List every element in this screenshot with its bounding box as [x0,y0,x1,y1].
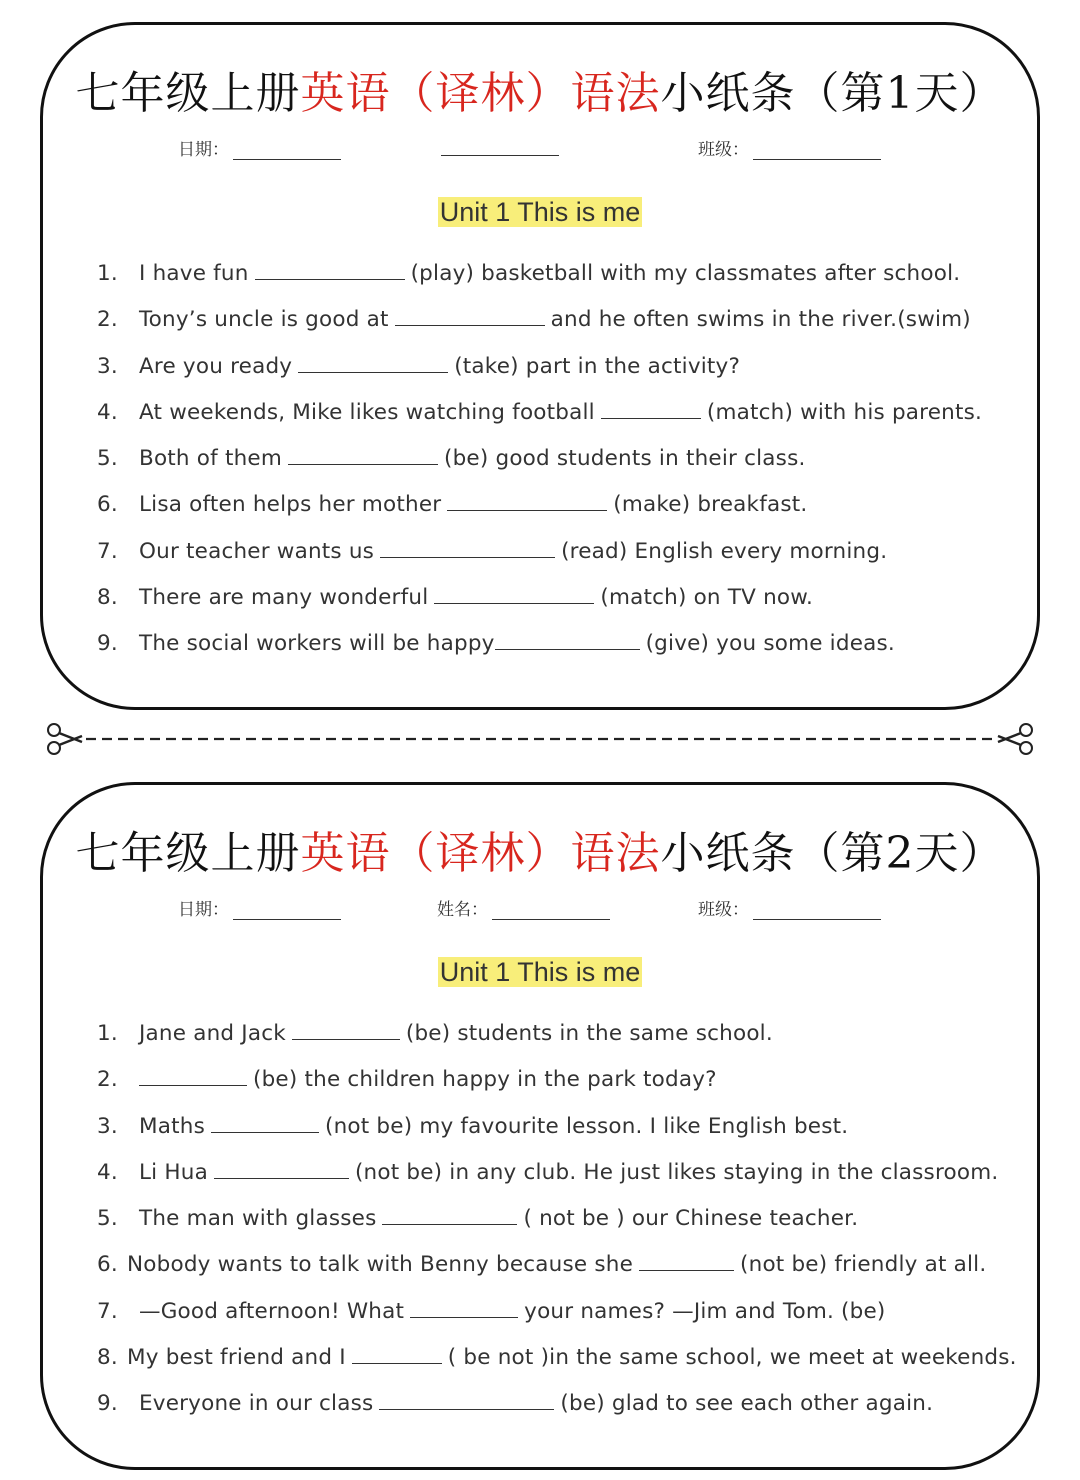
question-item [97,1059,1017,1105]
name-field[interactable] [437,135,559,156]
question-text: (be) good students in their class. [443,446,806,472]
question-text: (not be) in any club. He just likes staying in the classroom. [354,1159,999,1185]
title-prefix: 七年级上册 [75,68,301,119]
unit-heading [43,957,1037,988]
date-field[interactable] [178,135,341,160]
question-text: There are many wonderful [139,585,429,611]
answer-blank[interactable] [495,623,640,650]
question-text: At weekends, Mike likes watching football [139,399,595,425]
question-text: (match) on TV now. [600,585,814,611]
question-text: —Good afternoon! What [139,1298,405,1324]
scissors-icon [48,724,82,754]
question-number: 5. [97,446,118,472]
question-item [97,346,1017,392]
answer-blank[interactable] [639,1244,734,1271]
question-item [97,299,1017,345]
question-text: (not be) my favourite lesson. I like English best. [324,1113,849,1139]
worksheet-card-day-1 [40,22,1040,710]
name-label: 姓名： [437,900,488,920]
title-prefix: 七年级上册 [75,828,301,879]
date-line[interactable] [233,899,341,920]
unit-heading-text: Unit 1 This is me [439,957,641,987]
name-line[interactable] [492,899,610,920]
question-number: 9. [97,631,118,657]
question-text: ( be not )in the same school, we meet at weekends. [447,1345,1017,1371]
question-number: 4. [97,1159,118,1185]
question-text: Both of them [139,446,282,472]
question-number: 5. [97,1206,118,1232]
question-text: (be) students in the same school. [405,1021,773,1046]
question-text: Maths [139,1113,205,1139]
question-list [97,253,1017,670]
question-text: (give) you some ideas. [645,631,895,657]
question-text: Tony’s uncle is good at [139,307,389,333]
question-item [97,484,1017,530]
question-item [97,623,1017,669]
answer-blank[interactable] [447,484,607,511]
question-number: 8. [97,585,118,611]
answer-blank[interactable] [395,299,545,326]
date-label: 日期： [178,900,229,920]
question-number: 7. [97,538,118,564]
answer-blank[interactable] [382,1198,517,1225]
question-list [97,1013,1017,1430]
date-field[interactable] [178,895,341,920]
cut-line [40,718,1040,760]
question-text: The social workers will be happy [139,631,495,657]
answer-blank[interactable] [379,1383,554,1410]
answer-blank[interactable] [601,392,701,419]
answer-blank[interactable] [255,253,405,280]
question-text: The man with glasses [139,1206,377,1232]
scissors-icon [998,724,1032,754]
question-text: (take) part in the activity? [454,353,741,379]
question-item [97,1152,1017,1198]
info-fields [43,895,1037,925]
question-text: I have fun [139,261,249,286]
class-label: 班级： [698,900,749,920]
question-text: ( not be ) our Chinese teacher. [523,1206,859,1232]
unit-heading-text: Unit 1 This is me [439,197,641,227]
question-number: 4. [97,399,118,425]
question-number: 3. [97,1113,118,1139]
unit-heading [43,197,1037,228]
question-text: (be) glad to see each other again. [560,1391,934,1417]
question-text: (be) the children happy in the park today? [253,1067,717,1093]
question-text: Our teacher wants us [139,538,375,564]
name-line[interactable] [441,135,559,156]
question-text: My best friend and I [127,1345,346,1371]
question-text: (make) breakfast. [613,492,808,518]
question-text: (match) with his parents. [706,399,983,425]
question-item [97,1244,1017,1290]
worksheet-card-day-2 [40,782,1040,1470]
question-text: (not be) friendly at all. [740,1252,987,1278]
question-text: your names? —Jim and Tom. (be) [524,1298,886,1324]
question-item [97,1337,1017,1383]
question-text: and he often swims in the river.(swim) [550,307,971,333]
title-red: 英语（译林）语法 [300,828,661,879]
question-text: Lisa often helps her mother [139,492,442,518]
question-item [97,531,1017,577]
question-number: 3. [97,353,118,379]
class-line[interactable] [753,899,881,920]
class-line[interactable] [753,139,881,160]
title-suffix: 小纸条（第1天） [660,68,1005,119]
answer-blank[interactable] [298,346,448,373]
answer-blank[interactable] [139,1059,247,1086]
answer-blank[interactable] [211,1106,319,1133]
question-text: Li Hua [139,1159,208,1185]
answer-blank[interactable] [292,1013,400,1040]
question-text: Jane and Jack [139,1021,286,1046]
question-text: (play) basketball with my classmates after school. [410,261,961,286]
question-item [97,1291,1017,1337]
title-red: 英语（译林）语法 [300,68,661,119]
question-item [97,1198,1017,1244]
question-item [97,1013,1017,1059]
question-text: (read) English every morning. [561,538,888,564]
answer-blank[interactable] [214,1152,349,1179]
card-title [43,817,1037,881]
question-text: Are you ready [139,353,293,379]
question-item [97,253,1017,299]
question-number: 7. [97,1298,118,1324]
question-number: 6. [97,492,118,518]
question-number: 1. [97,1021,118,1046]
question-text: Everyone in our class [139,1391,374,1417]
date-line[interactable] [233,139,341,160]
question-item [97,392,1017,438]
date-label: 日期： [178,140,229,160]
card-title [43,57,1037,121]
question-text: Nobody wants to talk with Benny because she [127,1252,634,1278]
question-item [97,438,1017,484]
question-number: 8. [97,1345,118,1371]
answer-blank[interactable] [352,1337,442,1364]
question-item [97,1383,1017,1429]
class-label: 班级： [698,140,749,160]
answer-blank[interactable] [410,1291,518,1318]
question-item [97,1106,1017,1152]
question-number: 6. [97,1252,118,1278]
question-number: 2. [97,1067,118,1093]
class-field[interactable] [698,895,881,920]
answer-blank[interactable] [434,577,594,604]
answer-blank[interactable] [380,531,555,558]
question-number: 9. [97,1391,118,1417]
question-item [97,577,1017,623]
question-number: 2. [97,307,118,333]
name-field[interactable] [437,895,610,920]
info-fields [43,135,1037,165]
title-suffix: 小纸条（第2天） [660,828,1005,879]
class-field[interactable] [698,135,881,160]
question-number: 1. [97,261,118,286]
answer-blank[interactable] [288,438,438,465]
